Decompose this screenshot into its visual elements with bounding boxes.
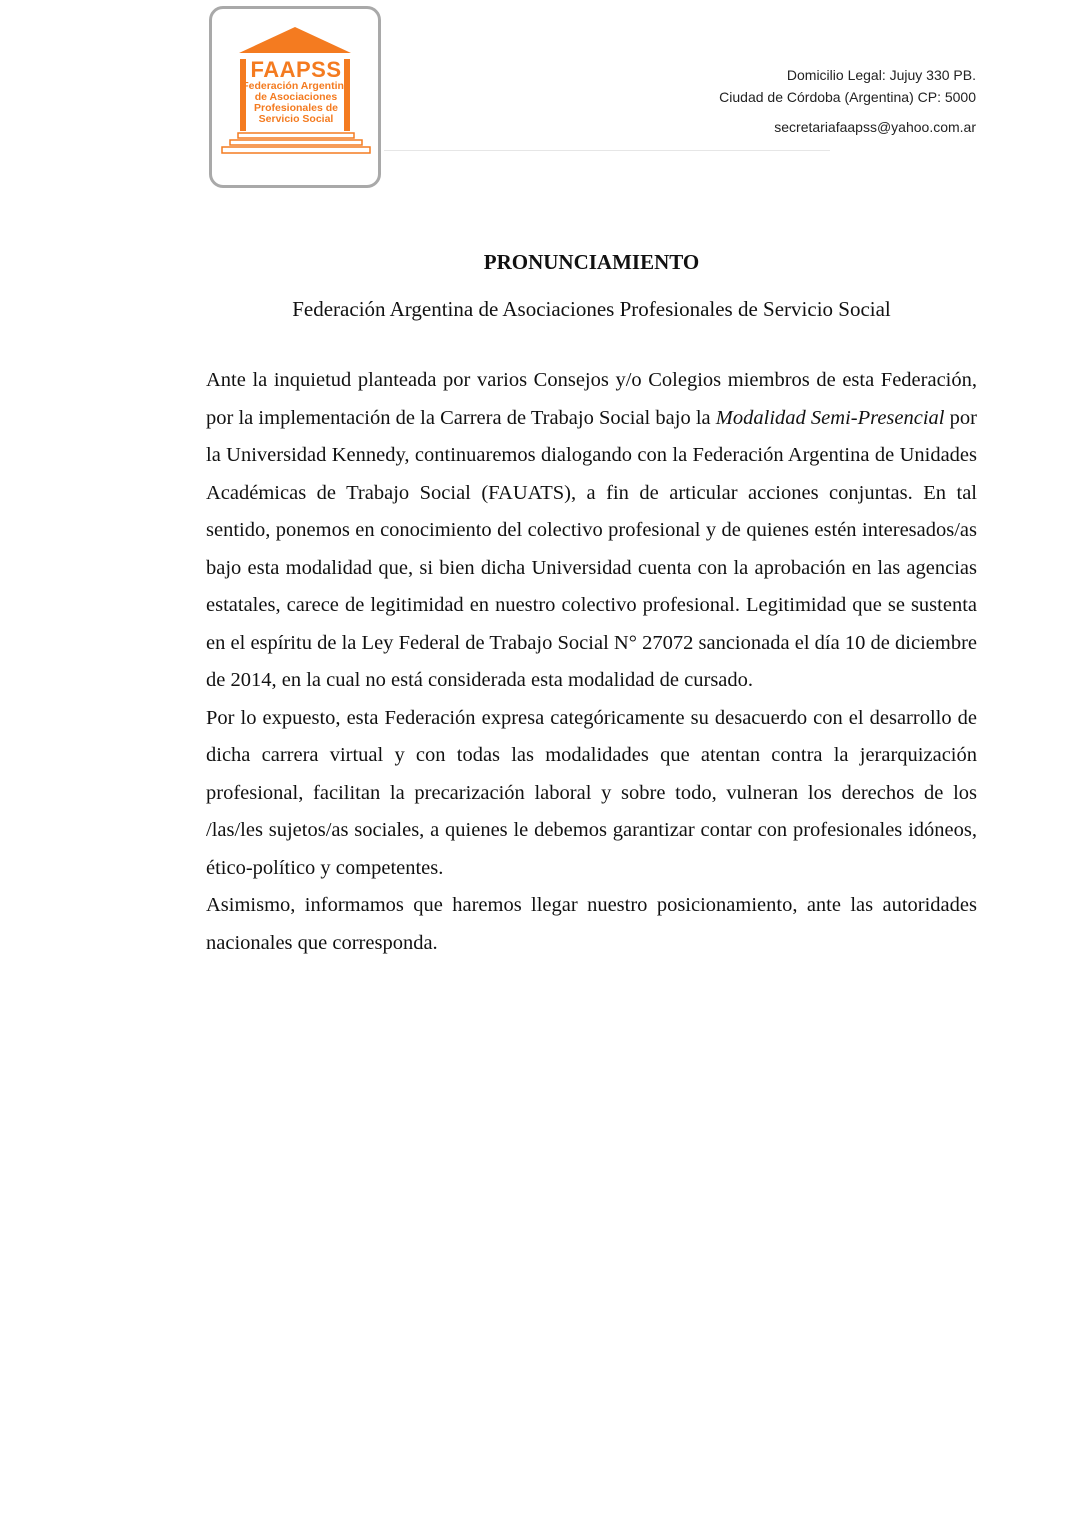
contact-email: secretariafaapss@yahoo.com.ar — [774, 119, 976, 135]
logo-step-3 — [222, 147, 370, 153]
paragraph-1-part-1: Ante la inquietud planteada por varios Consejos y/o Colegios miembros de esta Federación, por la implementación de la Carrera de Trabajo Social bajo la — [206, 369, 977, 429]
paragraph-1-emphasis: Modalidad Semi-Presencial — [715, 406, 945, 429]
document-title: PRONUNCIAMIENTO — [483, 250, 700, 274]
logo-abbreviation: FAAPSS — [250, 57, 342, 82]
logo-text — [240, 59, 352, 125]
logo-name-line: Servicio Social — [258, 113, 334, 125]
logo-step-1 — [238, 133, 354, 138]
address-line-2: Ciudad de Córdoba (Argentina) CP: 5000 — [719, 89, 976, 105]
document-subtitle: Federación Argentina de Asociaciones Profesionales de Servicio Social — [292, 297, 891, 321]
logo-name-line: Profesionales de — [253, 102, 339, 114]
header-divider — [384, 150, 830, 151]
paragraph-1 — [206, 362, 977, 700]
logo-name-line: Federación Argentina — [242, 80, 350, 92]
paragraph-1-part-2: por la Universidad Kennedy, continuaremos dialogando con la Federación Argentina de Unidades Académicas de Trabajo Social (FAUATS), a fin de articular acciones conjuntas. En tal sentido, ponemos en conocimiento del colectivo profesional y de quienes estén interesados/as bajo esta modalidad que, si bien dicha Universidad cuenta con la aprobación en las agencias estatales, carece de legitimidad en nuestro colectivo profesional. Legitimidad que se sustenta en el espíritu de la Ley Federal de Trabajo Social N° 27072 sancionada el día 10 de diciembre de 2014, en la cual no está considerada esta modalidad de cursado. — [206, 406, 977, 691]
document-body — [206, 362, 977, 962]
logo-step-2 — [230, 140, 362, 145]
paragraph-3: Asimismo, informamos que haremos llegar nuestro posicionamiento, ante las autoridades nacionales que corresponda. — [206, 894, 977, 954]
logo-name-line: de Asociaciones — [254, 91, 338, 103]
paragraph-2: Por lo expuesto, esta Federación expresa categóricamente su desacuerdo con el desarrollo de dicha carrera virtual y con todas las modalidades que atentan contra la jerarquización profesional, facilitan la precarización laboral y sobre todo, vulneran los derechos de los /las/les sujetos/as sociales, a quienes le debemos garantizar contar con profesionales idóneos, ético-político y competentes. — [206, 706, 977, 879]
logo-roof — [239, 27, 351, 53]
organization-logo — [209, 6, 381, 188]
header-address — [719, 64, 976, 138]
address-line-1: Domicilio Legal: Jujuy 330 PB. — [786, 67, 976, 83]
